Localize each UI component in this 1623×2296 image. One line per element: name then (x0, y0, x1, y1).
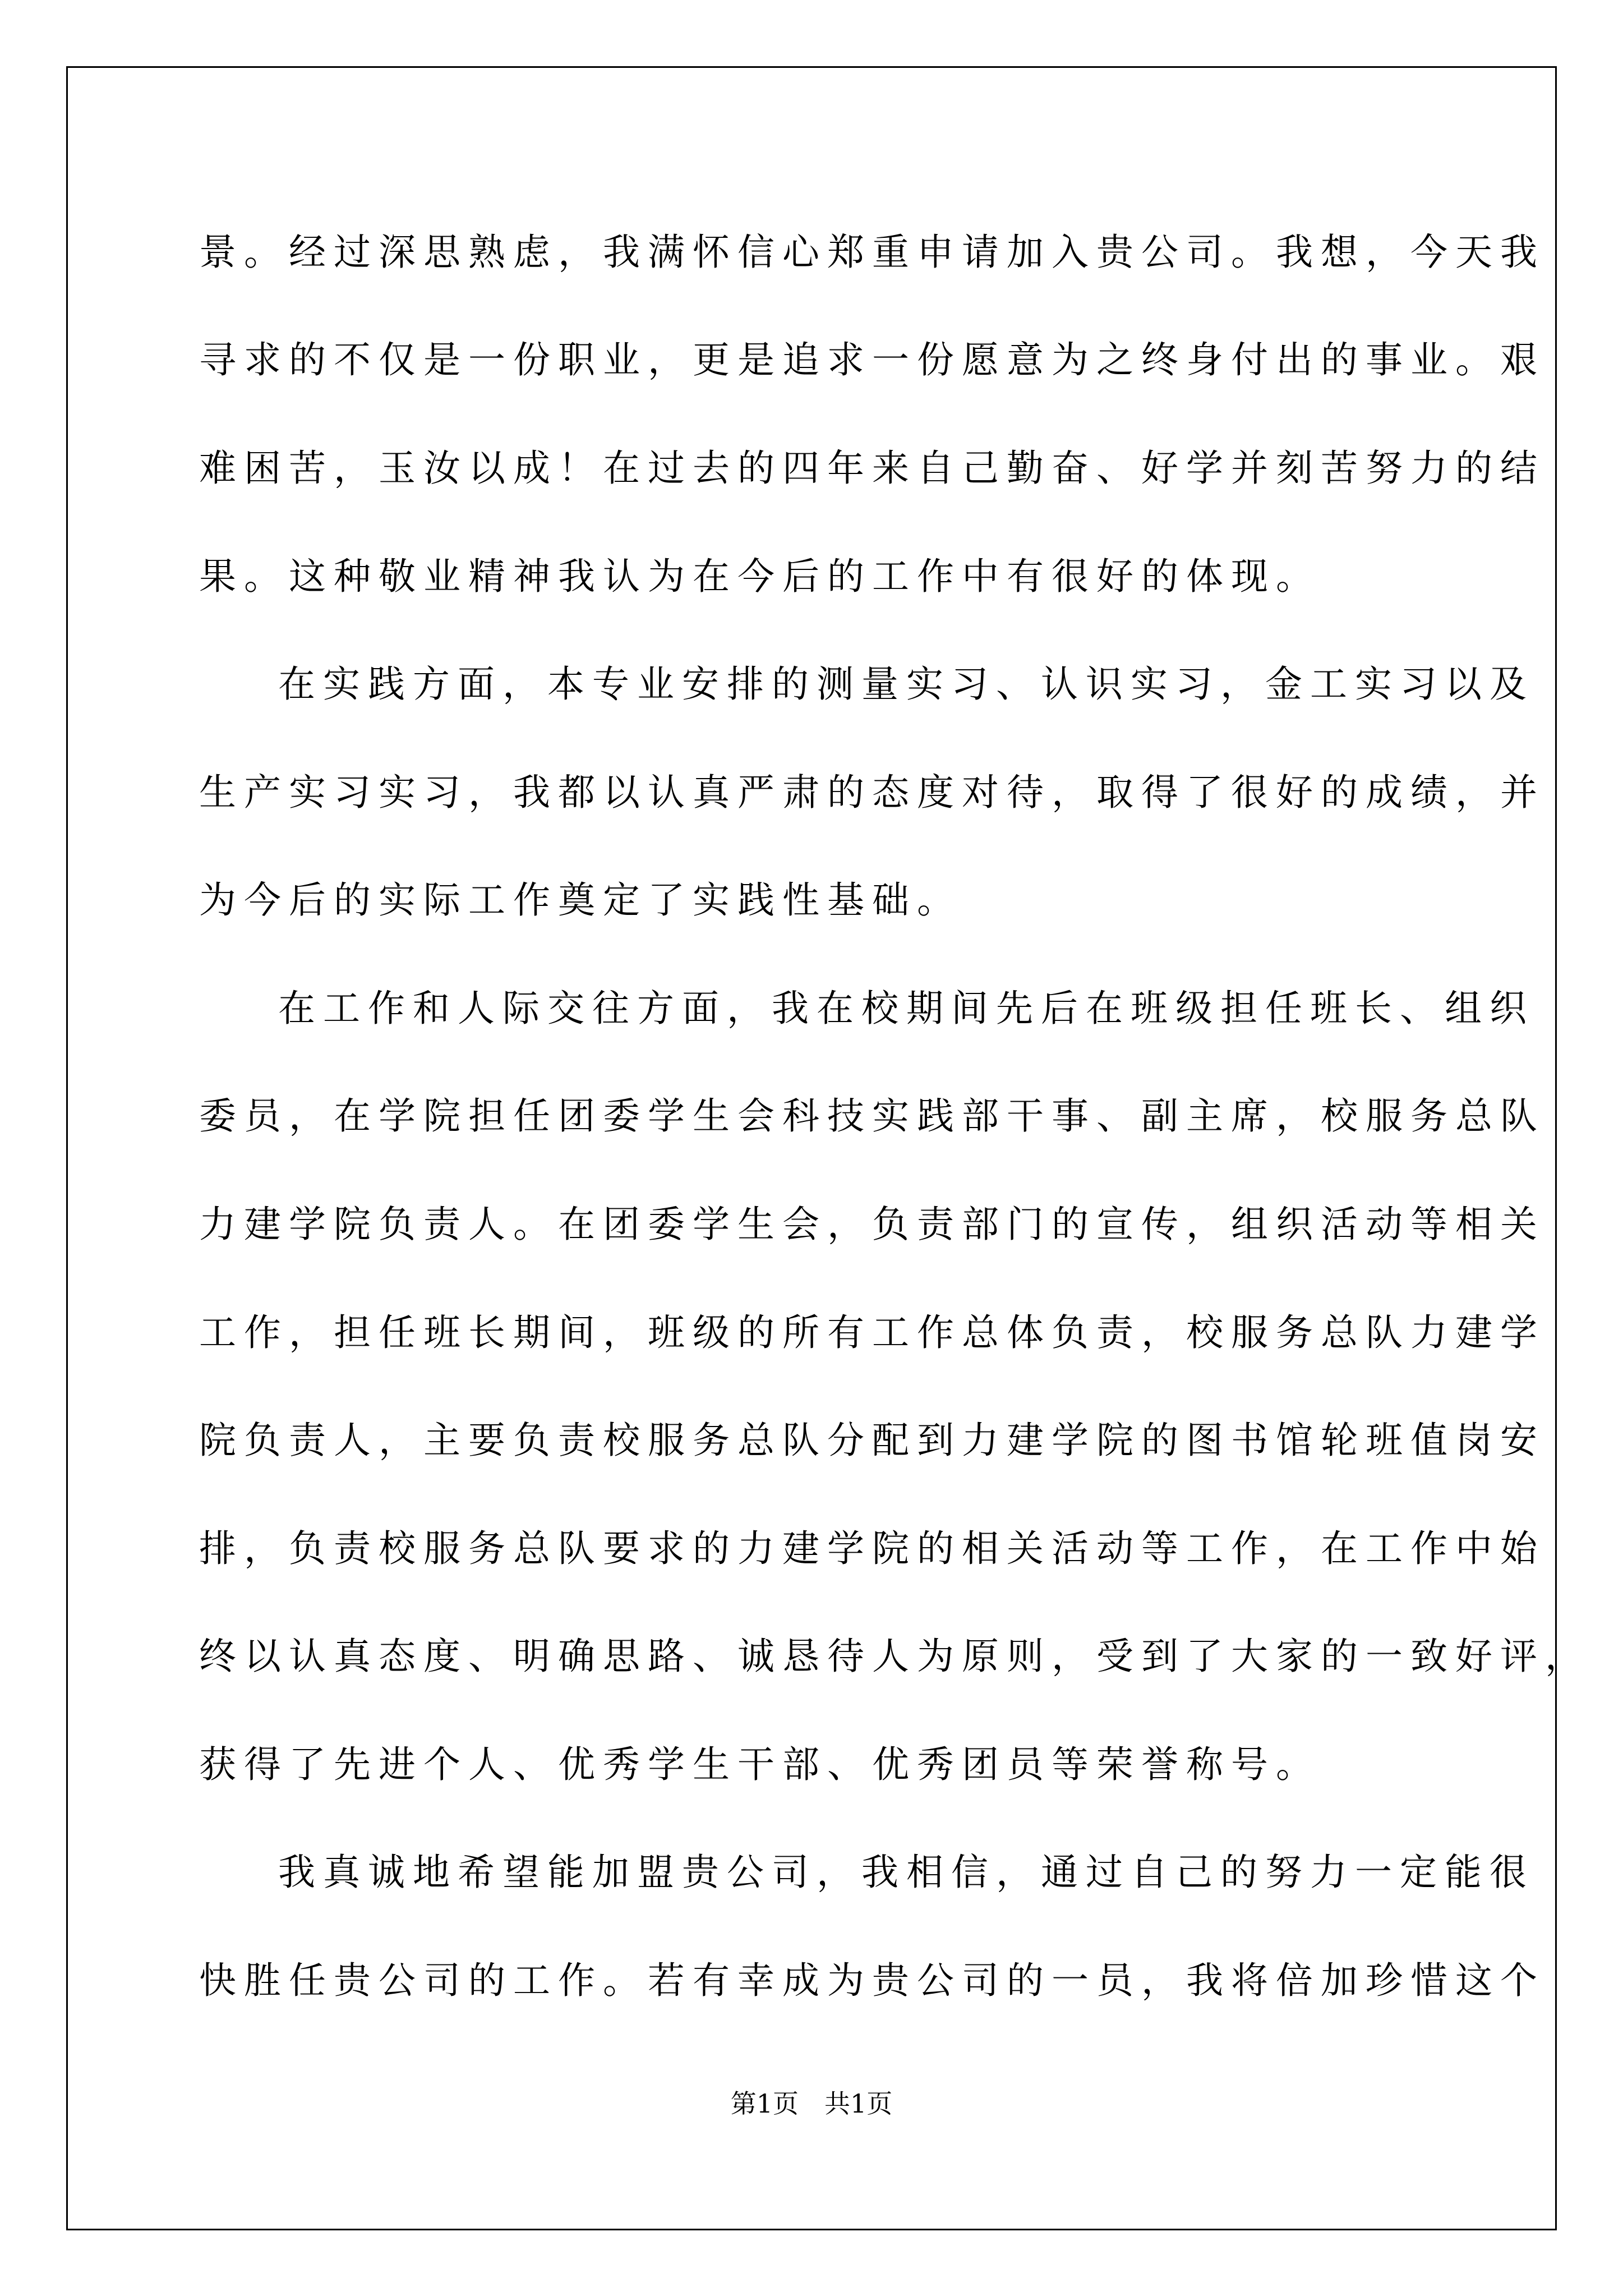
text-line: 难困苦，玉汝以成！在过去的四年来自己勤奋、好学并刻苦努力的结 (199, 447, 1545, 490)
text-line: 力建学院负责人。在团委学生会，负责部门的宣传，组织活动等相关 (199, 1203, 1545, 1246)
paragraph-start-line: 在实践方面，本专业安排的测量实习、认识实习，金工实习以及 (278, 662, 1534, 706)
page-number: 第1页 共1页 (730, 2088, 893, 2119)
text-line: 快胜任贵公司的工作。若有幸成为贵公司的一员，我将倍加珍惜这个 (199, 1959, 1545, 2002)
text-line: 终以认真态度、明确思路、诚恳待人为原则，受到了大家的一致好评， (199, 1635, 1590, 1678)
text-line: 获得了先进个人、优秀学生干部、优秀团员等荣誉称号。 (199, 1743, 1321, 1786)
text-line: 工作，担任班长期间，班级的所有工作总体负责，校服务总队力建学 (199, 1311, 1545, 1354)
page-border (66, 66, 1590, 2230)
text-line: 排，负责校服务总队要求的力建学院的相关活动等工作，在工作中始 (199, 1527, 1545, 1570)
paragraph-start-line: 我真诚地希望能加盟贵公司，我相信，通过自己的努力一定能很 (278, 1851, 1534, 1894)
text-line: 景。经过深思熟虑，我满怀信心郑重申请加入贵公司。我想，今天我 (199, 231, 1545, 274)
text-line: 寻求的不仅是一份职业，更是追求一份愿意为之终身付出的事业。艰 (199, 338, 1545, 381)
text-line: 院负责人，主要负责校服务总队分配到力建学院的图书馆轮班值岗安 (199, 1419, 1545, 1462)
text-line: 果。这种敬业精神我认为在今后的工作中有很好的体现。 (199, 555, 1321, 598)
paragraph-start-line: 在工作和人际交往方面，我在校期间先后在班级担任班长、组织 (278, 987, 1534, 1030)
text-line: 为今后的实际工作奠定了实践性基础。 (199, 878, 962, 922)
text-line: 委员，在学院担任团委学生会科技实践部干事、副主席，校服务总队 (199, 1094, 1545, 1138)
text-line: 生产实习实习，我都以认真严肃的态度对待，取得了很好的成绩，并 (199, 771, 1545, 814)
